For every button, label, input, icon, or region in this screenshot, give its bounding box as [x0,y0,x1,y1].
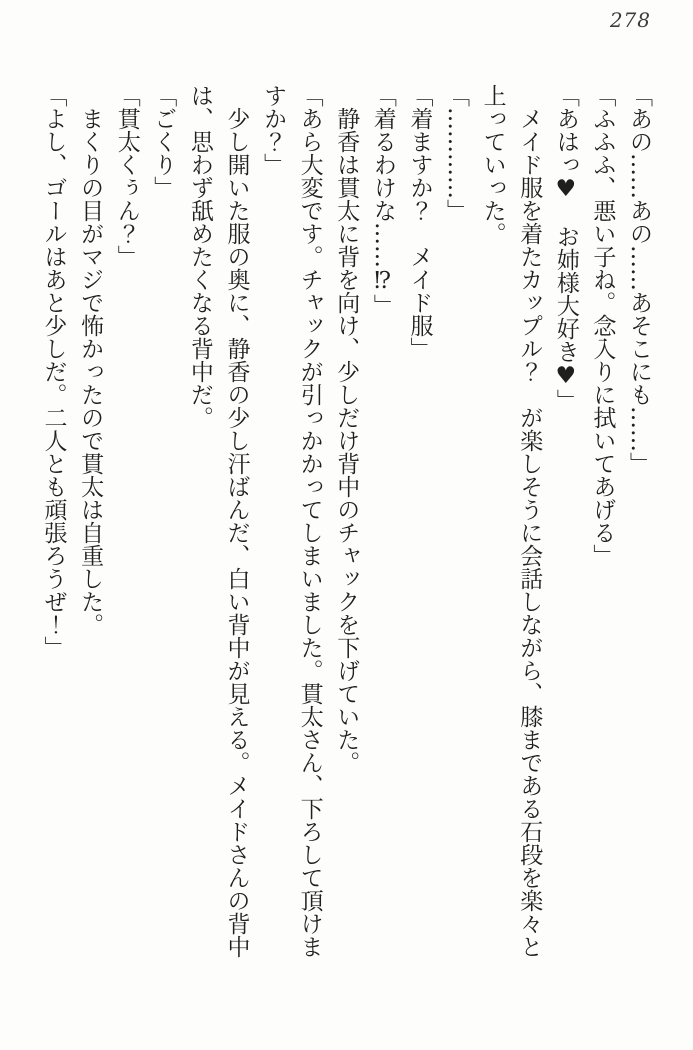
narration-paragraph: 少し開いた服の奥に、静香の少し汗ばんだ、白い背中が見える。メイドさんの背中は、思わず舐めたくなる背中だ。 [186,84,250,958]
text-block [35,84,657,969]
narration-paragraph: まくりの目がマジで怖かったので貫太は自重した。 [77,84,104,636]
dialogue-line: 「あはっ♥ お姉様大好き♥」 [552,84,579,412]
dialogue-line: 「…………」 [443,84,470,222]
dialogue-line: 「あの……あの……あそこにも……」 [626,84,652,475]
narration-paragraph: 静香は貫太に背を向け、少しだけ背中のチャックを下げていた。 [333,84,360,774]
dialogue-line: 「ごくり」 [150,84,177,199]
dialogue-line: 「あら大変です。チャックが引っかかってしまいました。貫太さん、下ろして頂けますか？」 [260,84,323,958]
dialogue-line: 「ふふふ、悪い子ね。念入りに拭いてあげる」 [589,84,616,567]
dialogue-line: 「貫太くぅん？」 [113,84,140,268]
dialogue-line: 「着るわけな……⁉」 [369,84,396,317]
dialogue-line: 「着ますか？ メイド服」 [406,84,433,360]
narration-paragraph: メイド服を着たカップル？ が楽しそうに会話しながら、膝まである石段を楽々と上っていった。 [479,84,543,958]
page-number: 278 [609,8,651,32]
dialogue-line: 「よし、ゴールはあと少しだ。二人とも頑張ろうぜ！」 [40,84,67,659]
